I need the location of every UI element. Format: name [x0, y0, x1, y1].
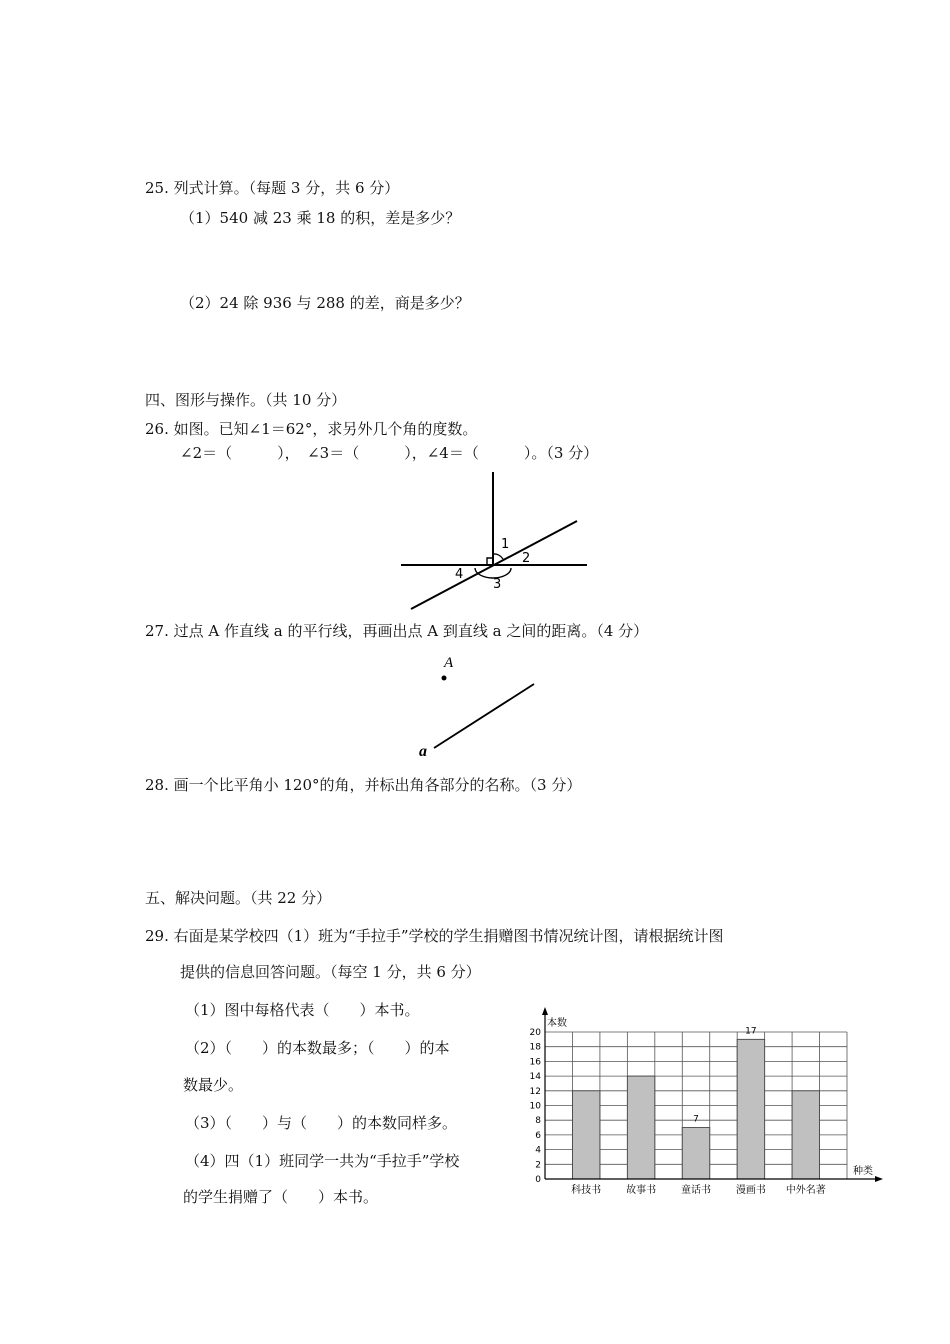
y-axis-arrow [542, 1007, 548, 1015]
book-donation-bar-chart [515, 1005, 890, 1205]
angle2-label: 2 [522, 551, 531, 566]
point-a-label: A [444, 655, 454, 671]
bar [737, 1039, 764, 1179]
y-tick-label: 8 [535, 1116, 541, 1127]
y-tick-label: 2 [535, 1160, 541, 1171]
point-a [442, 676, 447, 681]
x-category-label: 漫画书 [735, 1185, 766, 1196]
y-tick-label: 12 [529, 1086, 541, 1097]
line-a [434, 684, 534, 748]
bar-data-label: 7 [693, 1114, 699, 1125]
x-category-label: 中外名著 [785, 1185, 826, 1196]
line-a-label: a [419, 743, 427, 760]
section4-title: 四、图形与操作。（共 10 分） [145, 391, 347, 409]
angle1-arc [493, 554, 503, 559]
q29-sub1: （1）图中每格代表（ ）本书。 [185, 1001, 420, 1019]
x-category-label: 故事书 [626, 1185, 657, 1196]
q26-title: 26. 如图。已知∠1＝62°，求另外几个角的度数。 [145, 420, 478, 438]
y-axis-title: 本数 [547, 1018, 567, 1029]
x-category-label: 科技书 [571, 1185, 602, 1196]
bar [627, 1076, 654, 1179]
bar-data-label: 17 [745, 1026, 757, 1037]
y-tick-label: 10 [529, 1101, 541, 1112]
q25-part2: （2）24 除 936 与 288 的差，商是多少？ [180, 294, 470, 312]
y-tick-label: 0 [535, 1175, 541, 1185]
q26-blanks: ∠2＝（ ）， ∠3＝（ ），∠4＝（ ）。（3 分） [180, 444, 599, 462]
q25-part1: （1）540 减 23 乘 18 的积，差是多少？ [180, 209, 461, 227]
angle4-label: 4 [455, 567, 464, 582]
x-axis-arrow [875, 1176, 883, 1182]
y-tick-label: 4 [535, 1145, 541, 1156]
q27-title: 27. 过点 A 作直线 a 的平行线，再画出点 A 到直线 a 之间的距离。（4 分） [145, 622, 649, 640]
q29-sub2b: 数最少。 [183, 1076, 244, 1094]
y-tick-label: 20 [529, 1028, 541, 1038]
bar [682, 1128, 709, 1179]
angle1-label: 1 [501, 537, 510, 552]
angle3-label: 3 [493, 577, 502, 592]
q28-title: 28. 画一个比平角小 120°的角，并标出角各部分的名称。（3 分） [145, 776, 582, 794]
q25-title: 25. 列式计算。（每题 3 分，共 6 分） [145, 179, 400, 197]
q27-figure [410, 650, 550, 760]
q29-sub4b: 的学生捐赠了（ ）本书。 [183, 1188, 379, 1206]
chart-bars [572, 1039, 819, 1179]
y-tick-label: 18 [529, 1042, 541, 1053]
q29-title-cont: 提供的信息回答问题。（每空 1 分，共 6 分） [180, 963, 481, 981]
y-tick-label: 6 [535, 1130, 541, 1141]
section5-title: 五、解决问题。（共 22 分） [145, 889, 332, 907]
q29-sub4a: （4）四（1）班同学一共为“手拉手”学校 [185, 1152, 460, 1170]
x-axis-title: 种类 [853, 1166, 873, 1177]
q26-angle-figure [395, 468, 595, 613]
x-category-label: 童话书 [681, 1185, 711, 1196]
q29-title: 29. 右面是某学校四（1）班为“手拉手”学校的学生捐赠图书情况统计图，请根据统计图 [145, 927, 724, 945]
q29-sub2a: （2）（ ）的本数最多；（ ）的本 [185, 1039, 450, 1057]
bar [792, 1091, 819, 1179]
q29-sub3: （3）（ ）与（ ）的本数同样多。 [185, 1114, 458, 1132]
y-tick-label: 16 [529, 1057, 541, 1068]
bar [572, 1091, 599, 1179]
y-tick-label: 14 [529, 1072, 541, 1083]
